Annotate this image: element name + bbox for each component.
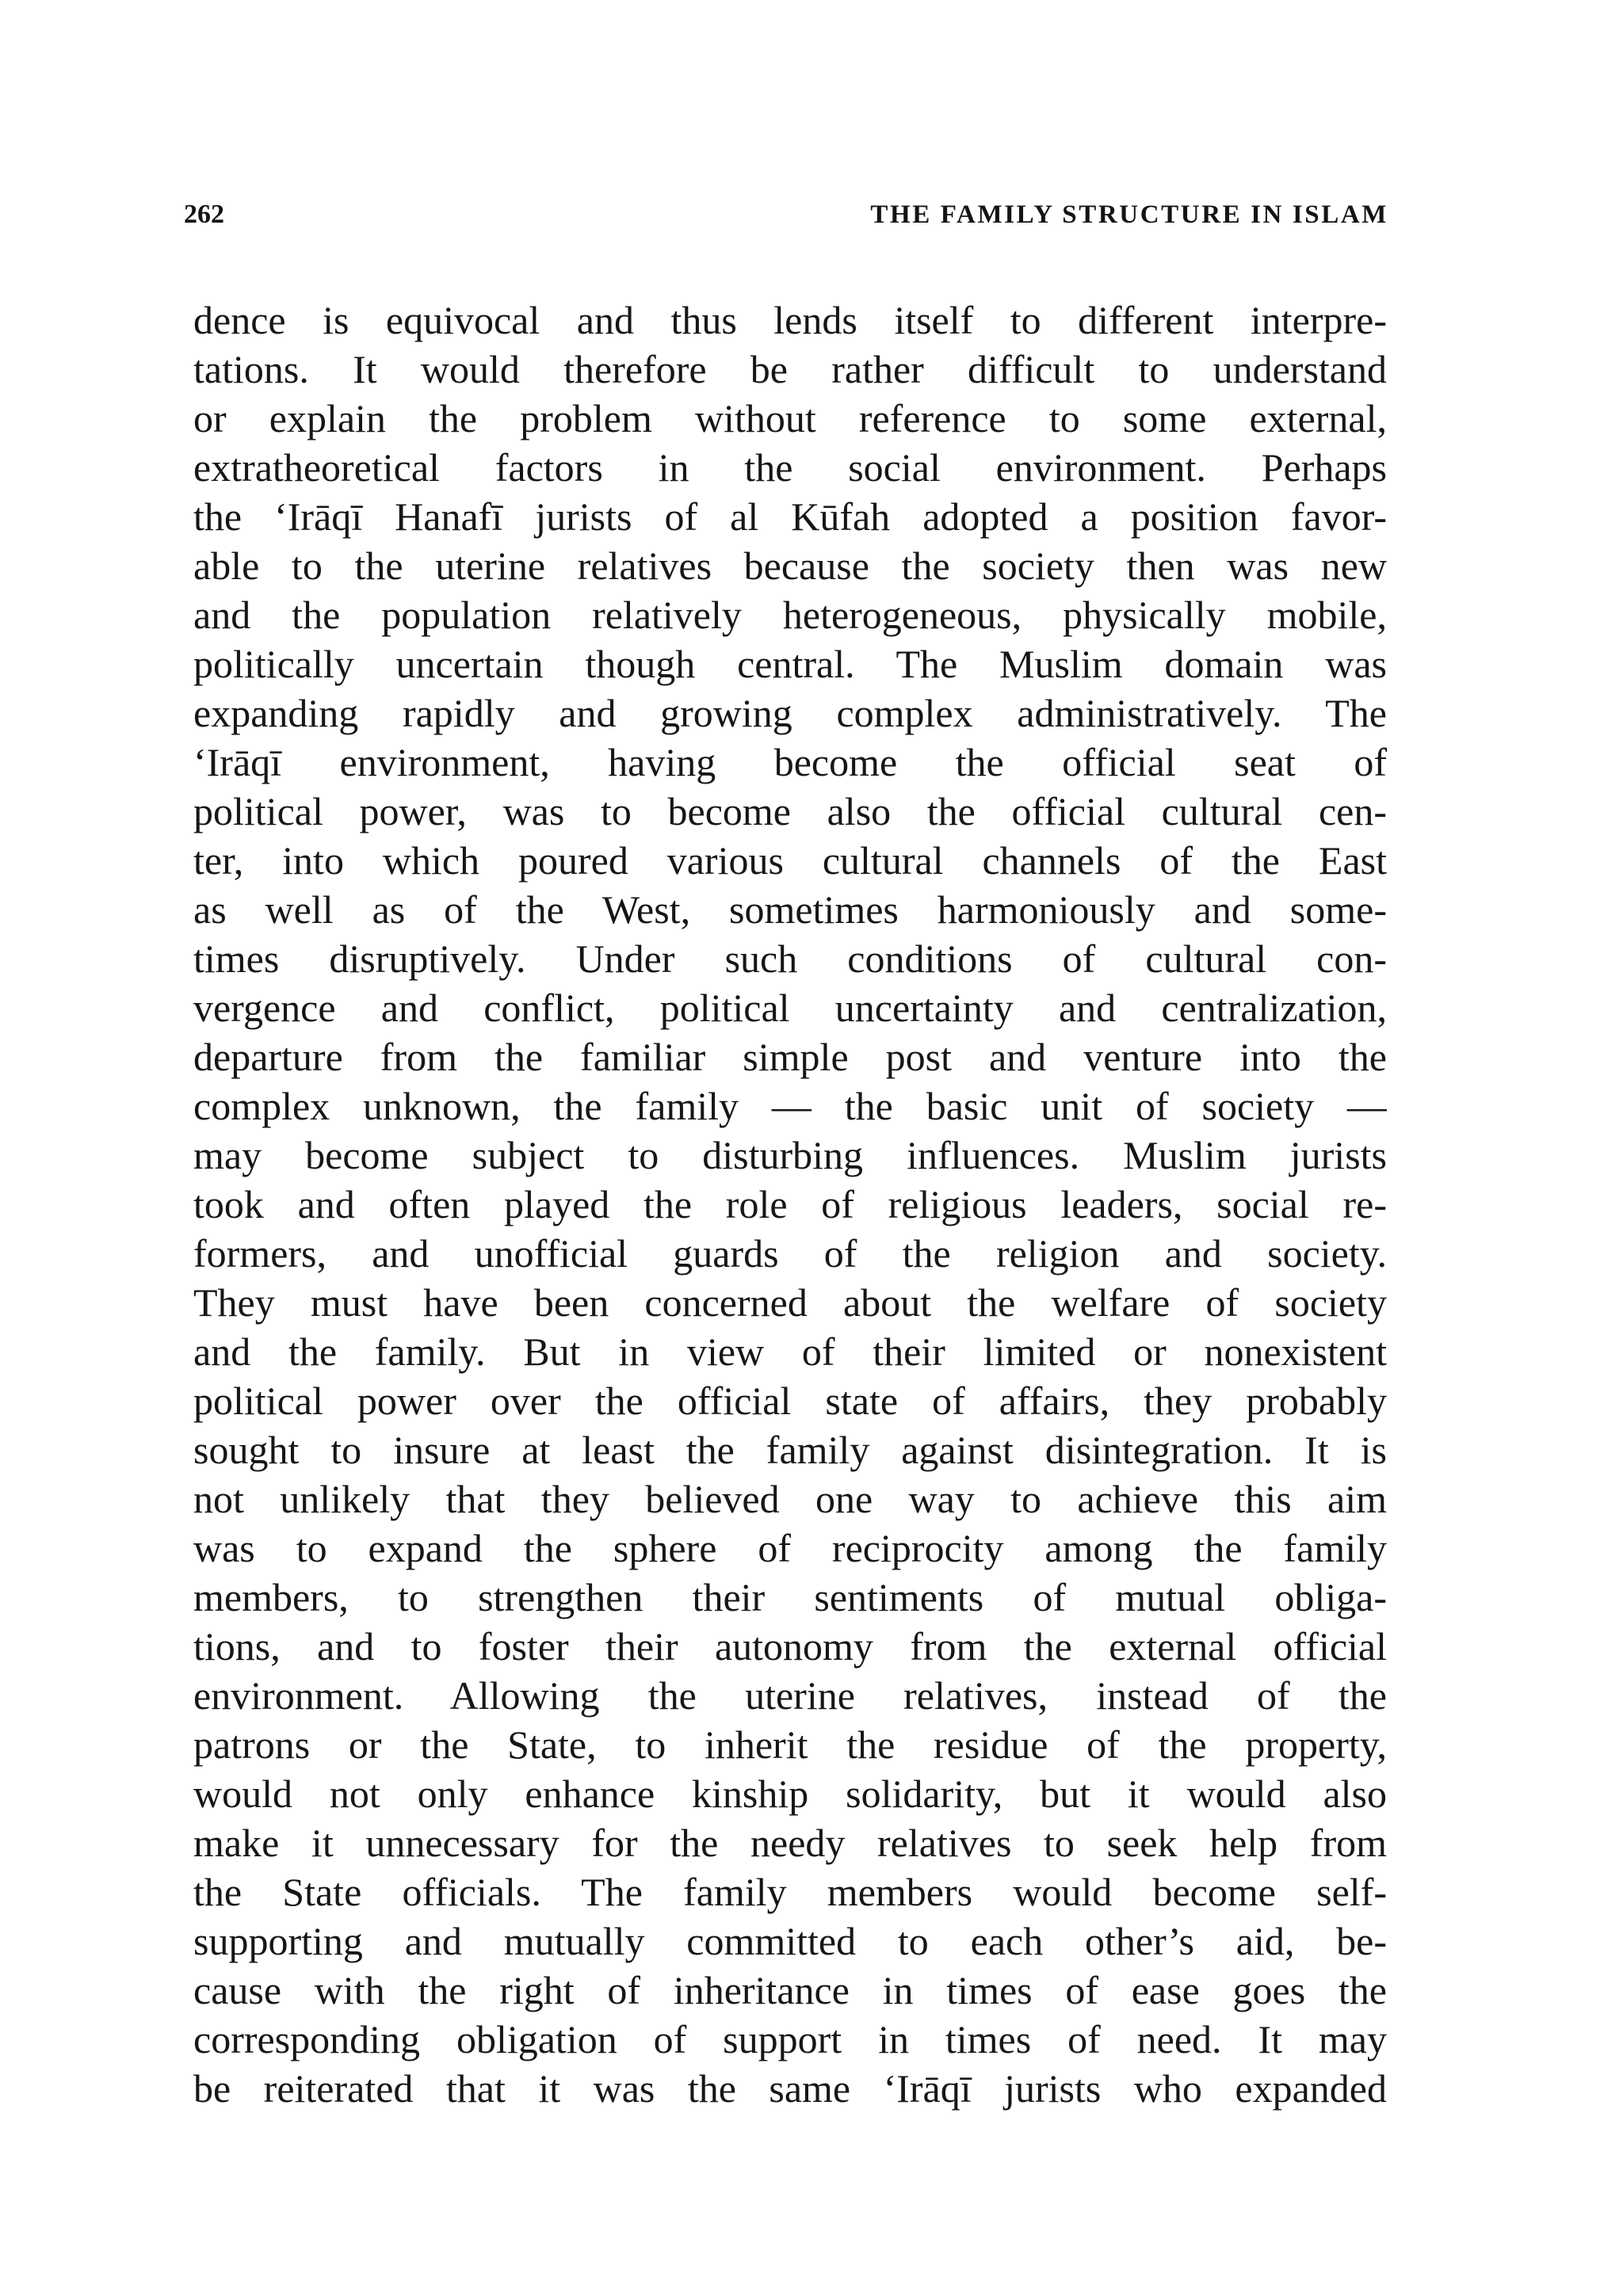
text-line: times disruptively. Under such conditions of cultural con- [193, 936, 1387, 981]
text-line: and the family. But in view of their limited or nonexistent [193, 1329, 1387, 1374]
text-line: corresponding obligation of support in times of need. It may [193, 2017, 1387, 2061]
text-line: They must have been concerned about the welfare of society [193, 1280, 1387, 1325]
text-line: was to expand the sphere of reciprocity among the family [193, 1526, 1387, 1570]
text-line: may become subject to disturbing influences. Muslim jurists [193, 1133, 1387, 1177]
page-header [184, 195, 1388, 235]
text-line: and the population relatively heterogeneous, physically mobile, [193, 593, 1387, 637]
text-line: would not only enhance kinship solidarity, but it would also [193, 1772, 1387, 1816]
text-line: cause with the right of inheritance in times of ease goes the [193, 1968, 1387, 2012]
text-line: sought to insure at least the family against disintegration. It is [193, 1428, 1387, 1472]
text-line: political power, was to become also the official cultural cen- [193, 789, 1387, 833]
body-paragraph [193, 296, 1387, 2113]
text-line: formers, and unofficial guards of the religion and society. [193, 1231, 1387, 1276]
text-line: make it unnecessary for the needy relatives to seek help from [193, 1821, 1387, 1865]
text-line: complex unknown, the family — the basic unit of society — [193, 1084, 1387, 1128]
text-line: politically uncertain though central. The Muslim domain was [193, 642, 1387, 686]
text-line: able to the uterine relatives because the society then was new [193, 543, 1387, 588]
text-line: tions, and to foster their autonomy from the external official [193, 1624, 1387, 1669]
text-line: the ‘Irāqī Hanafī jurists of al Kūfah adopted a position favor- [193, 494, 1387, 539]
text-line: be reiterated that it was the same ‘Irāqī jurists who expanded [193, 2066, 1387, 2111]
text-line: ‘Irāqī environment, having become the official seat of [193, 740, 1387, 784]
text-line: extratheoretical factors in the social environment. Perhaps [193, 445, 1387, 490]
text-line: political power over the official state of affairs, they probably [193, 1379, 1387, 1423]
text-line: the State officials. The family members would become self- [193, 1870, 1387, 1914]
text-line: patrons or the State, to inherit the residue of the property, [193, 1722, 1387, 1767]
text-line: or explain the problem without reference to some external, [193, 396, 1387, 441]
text-line: not unlikely that they believed one way to achieve this aim [193, 1477, 1387, 1521]
text-line: departure from the familiar simple post and venture into the [193, 1035, 1387, 1079]
text-line: tations. It would therefore be rather difficult to understand [193, 347, 1387, 391]
text-line: expanding rapidly and growing complex administratively. The [193, 691, 1387, 735]
text-line: vergence and conflict, political uncertainty and centralization, [193, 986, 1387, 1030]
text-line: supporting and mutually committed to each other’s aid, be- [193, 1919, 1387, 1963]
text-line: took and often played the role of religious leaders, social re- [193, 1182, 1387, 1226]
text-line: dence is equivocal and thus lends itself to different interpre- [193, 298, 1387, 342]
text-line: environment. Allowing the uterine relatives, instead of the [193, 1673, 1387, 1718]
text-line: ter, into which poured various cultural channels of the East [193, 838, 1387, 883]
running-head: THE FAMILY STRUCTURE IN ISLAM [870, 200, 1388, 229]
text-line: as well as of the West, sometimes harmoniously and some- [193, 887, 1387, 932]
text-line: members, to strengthen their sentiments of mutual obliga- [193, 1575, 1387, 1619]
page-number: 262 [184, 200, 224, 229]
